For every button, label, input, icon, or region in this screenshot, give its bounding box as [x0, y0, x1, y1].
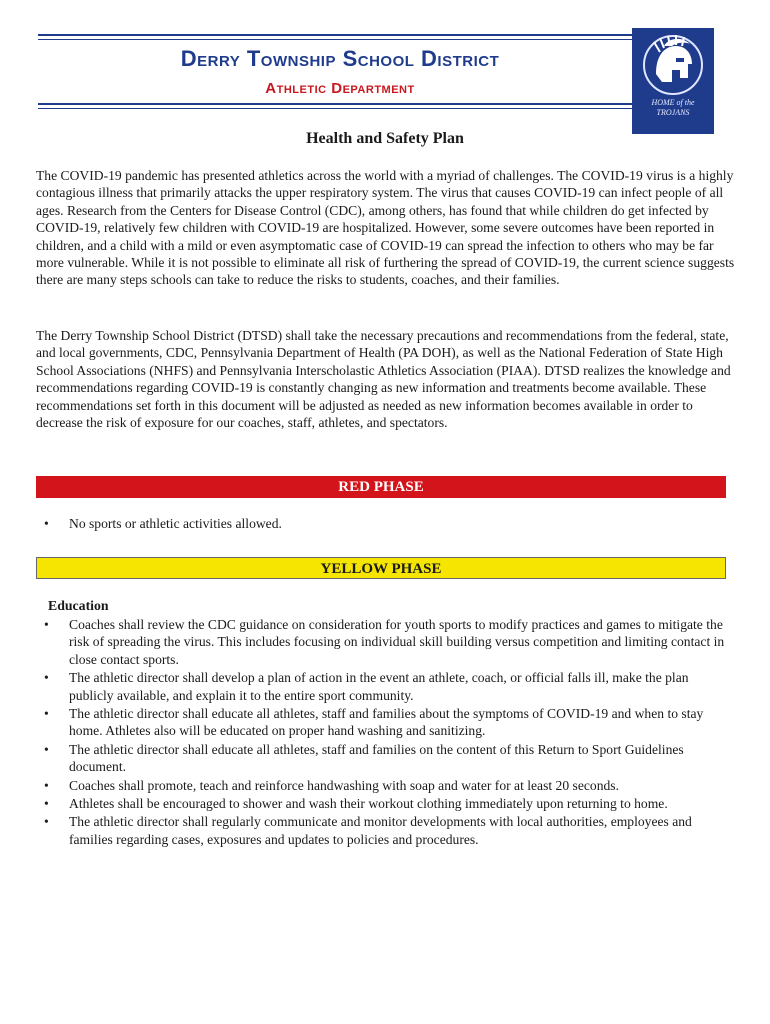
- header-rule-top: [38, 34, 638, 36]
- list-item: [36, 795, 736, 812]
- bullet-icon: •: [44, 796, 49, 812]
- bullet-icon: •: [44, 814, 49, 830]
- district-title: Derry Township School District: [180, 46, 500, 71]
- bullet-icon: •: [44, 777, 49, 793]
- header-rule-bottom-thin: [38, 108, 638, 109]
- bullet-icon: •: [44, 617, 49, 632]
- bullet-icon: •: [44, 670, 49, 686]
- dtsd-paragraph: The Derry Township School District (DTSD) shall take the necessary precautions and recommendations from the federal, state, and local governments, CDC, Pennsylvania Department of Health (PA DOH), as well as the National Federation of State High School Associations (NHFS) and Pennsylvania Interscholastic Athletics Association (PIAA). DTSD realizes the knowledge and recommendations regarding COVID-19 is constantly changing as new information and treatments become available. These recommendations set forth in this document will be adjusted as needed as new information becomes available in order to decrease the risk of exposure for our coaches, staff, athletes, and spectators.: [36, 328, 731, 431]
- list-item-text: Coaches shall review the CDC guidance on consideration for youth sports to modify practices and games to mitigate the risk of spreading the virus. This includes focusing on individual skill building versus competition and limiting contact in close contact sports.: [69, 617, 725, 667]
- education-heading: Education: [48, 598, 109, 613]
- header-rule-top-thin: [38, 39, 638, 40]
- list-item: [36, 616, 736, 668]
- list-item: [36, 813, 736, 848]
- red-phase-list: [36, 515, 736, 532]
- bullet-icon: •: [44, 741, 49, 757]
- yellow-phase-banner: YELLOW PHASE: [36, 557, 726, 579]
- list-item: [36, 705, 736, 740]
- yellow-phase-list: [36, 616, 736, 849]
- list-item: [36, 741, 736, 776]
- trojan-helmet-icon: [642, 34, 704, 96]
- bullet-icon: •: [44, 706, 49, 722]
- document-title: Health and Safety Plan: [306, 130, 464, 147]
- header-rule-bottom: [38, 103, 638, 105]
- list-item-text: Coaches shall promote, teach and reinforce handwashing with soap and water for at least 20 seconds.: [69, 777, 619, 793]
- list-item-text: The athletic director shall educate all athletes, staff and families about the symptoms of COVID-19 and when to stay home. Athletes also will be educated on proper hand washing and sanitizing.: [69, 706, 704, 739]
- list-item: [36, 777, 736, 794]
- logo-caption-line-2: TROJANS: [656, 108, 690, 117]
- logo-caption-line-1: HOME of the: [651, 98, 695, 107]
- bullet-icon: •: [44, 516, 49, 531]
- list-item-text: No sports or athletic activities allowed.: [69, 516, 282, 531]
- list-item-text: Athletes shall be encouraged to shower and wash their workout clothing immediately upon returning to home.: [69, 796, 668, 812]
- list-item-text: The athletic director shall develop a plan of action in the event an athlete, coach, or official falls ill, make the plan publicly available, and explain it to the entire sport community.: [69, 670, 689, 703]
- department-title: Athletic Department: [265, 80, 415, 97]
- list-item: [36, 669, 736, 704]
- trojans-logo: [632, 28, 714, 134]
- logo-caption: [632, 98, 714, 118]
- red-phase-banner: RED PHASE: [36, 476, 726, 498]
- list-item: [36, 515, 736, 532]
- intro-paragraph: The COVID-19 pandemic has presented athletics across the world with a myriad of challenges. The COVID-19 virus is a highly contagious illness that primarily attacks the upper respiratory system. The virus that causes COVID-19 can infect people of all ages. Research from the Centers for Disease Control (CDC), among others, has found that while children do get infected by COVID-19, relatively few children with COVID-19 are hospitalized. However, some severe outcomes have been reported in children, and a child with a mild or even asymptomatic case of COVID-19 can spread the infection to others who may be far more vulnerable. While it is not possible to eliminate all risk of furthering the spread of COVID-19, the current science suggests there are many steps schools can take to reduce the risks to students, coaches, and their families.: [36, 168, 735, 288]
- list-item-text: The athletic director shall regularly communicate and monitor developments with local authorities, employees and families regarding cases, exposures and updates to policies and procedures.: [69, 814, 692, 847]
- list-item-text: The athletic director shall educate all athletes, staff and families on the content of this Return to Sport Guidelines document.: [69, 741, 684, 775]
